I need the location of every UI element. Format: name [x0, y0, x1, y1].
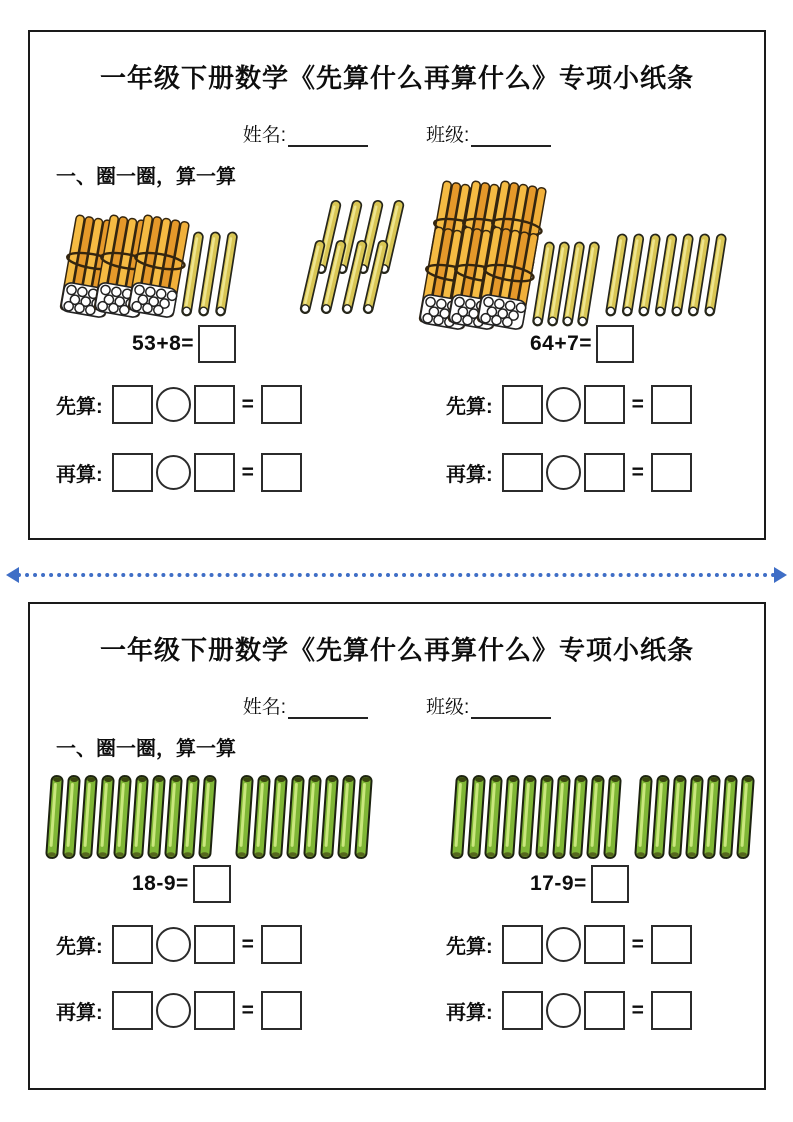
second-step-label: 再算: — [446, 464, 493, 486]
answer-box[interactable] — [596, 325, 634, 363]
step-result-box[interactable] — [261, 453, 302, 492]
class-label: 班级: — [426, 125, 470, 146]
second-operand-box[interactable] — [584, 385, 625, 424]
operator-circle[interactable] — [156, 455, 191, 490]
answer-box[interactable] — [591, 865, 629, 903]
second-operand-box[interactable] — [194, 925, 235, 964]
equals-sign: = — [631, 392, 644, 416]
problem-column — [434, 604, 769, 1088]
name-label: 姓名: — [242, 125, 286, 146]
first-step-label: 先算: — [446, 396, 493, 418]
step-result-box[interactable] — [651, 385, 692, 424]
section-heading: 一、圈一圈，算一算 — [56, 166, 236, 188]
equals-sign: = — [241, 998, 254, 1022]
second-step-label: 再算: — [56, 464, 103, 486]
first-operand-box[interactable] — [502, 453, 543, 492]
first-operand-box[interactable] — [112, 925, 153, 964]
section-heading: 一、圈一圈，算一算 — [56, 738, 236, 760]
worksheet-title: 一年级下册数学《先算什么再算什么》专项小纸条 — [99, 63, 694, 93]
second-step-row — [434, 991, 769, 1030]
first-step-row — [434, 385, 769, 424]
step-result-box[interactable] — [261, 925, 302, 964]
equation-text: 64+7= — [530, 332, 593, 355]
second-step-row — [44, 453, 379, 492]
worksheet-panel-bottom — [28, 602, 766, 1090]
equals-sign: = — [241, 932, 254, 956]
first-step-label: 先算: — [446, 936, 493, 958]
equation-row — [434, 865, 769, 903]
second-operand-box[interactable] — [194, 385, 235, 424]
equals-sign: = — [241, 460, 254, 484]
equation-text: 53+8= — [132, 332, 195, 355]
first-step-label: 先算: — [56, 936, 103, 958]
answer-box[interactable] — [198, 325, 236, 363]
operator-circle[interactable] — [546, 387, 581, 422]
equation-text: 17-9= — [530, 872, 587, 895]
dotted-cut-line — [17, 573, 776, 577]
step-result-box[interactable] — [651, 453, 692, 492]
second-step-label: 再算: — [56, 1002, 103, 1024]
second-operand-box[interactable] — [584, 453, 625, 492]
equals-sign: = — [631, 460, 644, 484]
equation-text: 18-9= — [132, 872, 189, 895]
second-operand-box[interactable] — [194, 991, 235, 1030]
first-step-row — [434, 925, 769, 964]
first-step-row — [44, 385, 379, 424]
first-operand-box[interactable] — [502, 925, 543, 964]
second-step-label: 再算: — [446, 1002, 493, 1024]
equation-row — [434, 325, 769, 363]
operator-circle[interactable] — [156, 993, 191, 1028]
first-operand-box[interactable] — [112, 385, 153, 424]
first-step-row — [44, 925, 379, 964]
equals-sign: = — [241, 392, 254, 416]
equation-row — [44, 325, 379, 363]
answer-box[interactable] — [193, 865, 231, 903]
right-arrow-icon — [774, 567, 787, 583]
second-operand-box[interactable] — [584, 925, 625, 964]
name-label: 姓名: — [242, 697, 286, 718]
equals-sign: = — [631, 932, 644, 956]
second-operand-box[interactable] — [584, 991, 625, 1030]
first-operand-box[interactable] — [112, 453, 153, 492]
first-operand-box[interactable] — [112, 991, 153, 1030]
problem-column — [44, 32, 379, 538]
step-result-box[interactable] — [261, 991, 302, 1030]
cut-separator — [6, 565, 787, 585]
operator-circle[interactable] — [156, 927, 191, 962]
second-step-row — [434, 453, 769, 492]
first-operand-box[interactable] — [502, 991, 543, 1030]
worksheet-title: 一年级下册数学《先算什么再算什么》专项小纸条 — [99, 635, 694, 665]
problem-column — [44, 604, 379, 1088]
class-label: 班级: — [426, 697, 470, 718]
step-result-box[interactable] — [261, 385, 302, 424]
worksheet-panel-top — [28, 30, 766, 540]
operator-circle[interactable] — [546, 927, 581, 962]
operator-circle[interactable] — [156, 387, 191, 422]
second-operand-box[interactable] — [194, 453, 235, 492]
equation-row — [44, 865, 379, 903]
equals-sign: = — [631, 998, 644, 1022]
first-step-label: 先算: — [56, 396, 103, 418]
first-operand-box[interactable] — [502, 385, 543, 424]
operator-circle[interactable] — [546, 455, 581, 490]
step-result-box[interactable] — [651, 925, 692, 964]
step-result-box[interactable] — [651, 991, 692, 1030]
problem-column — [434, 32, 769, 538]
second-step-row — [44, 991, 379, 1030]
operator-circle[interactable] — [546, 993, 581, 1028]
